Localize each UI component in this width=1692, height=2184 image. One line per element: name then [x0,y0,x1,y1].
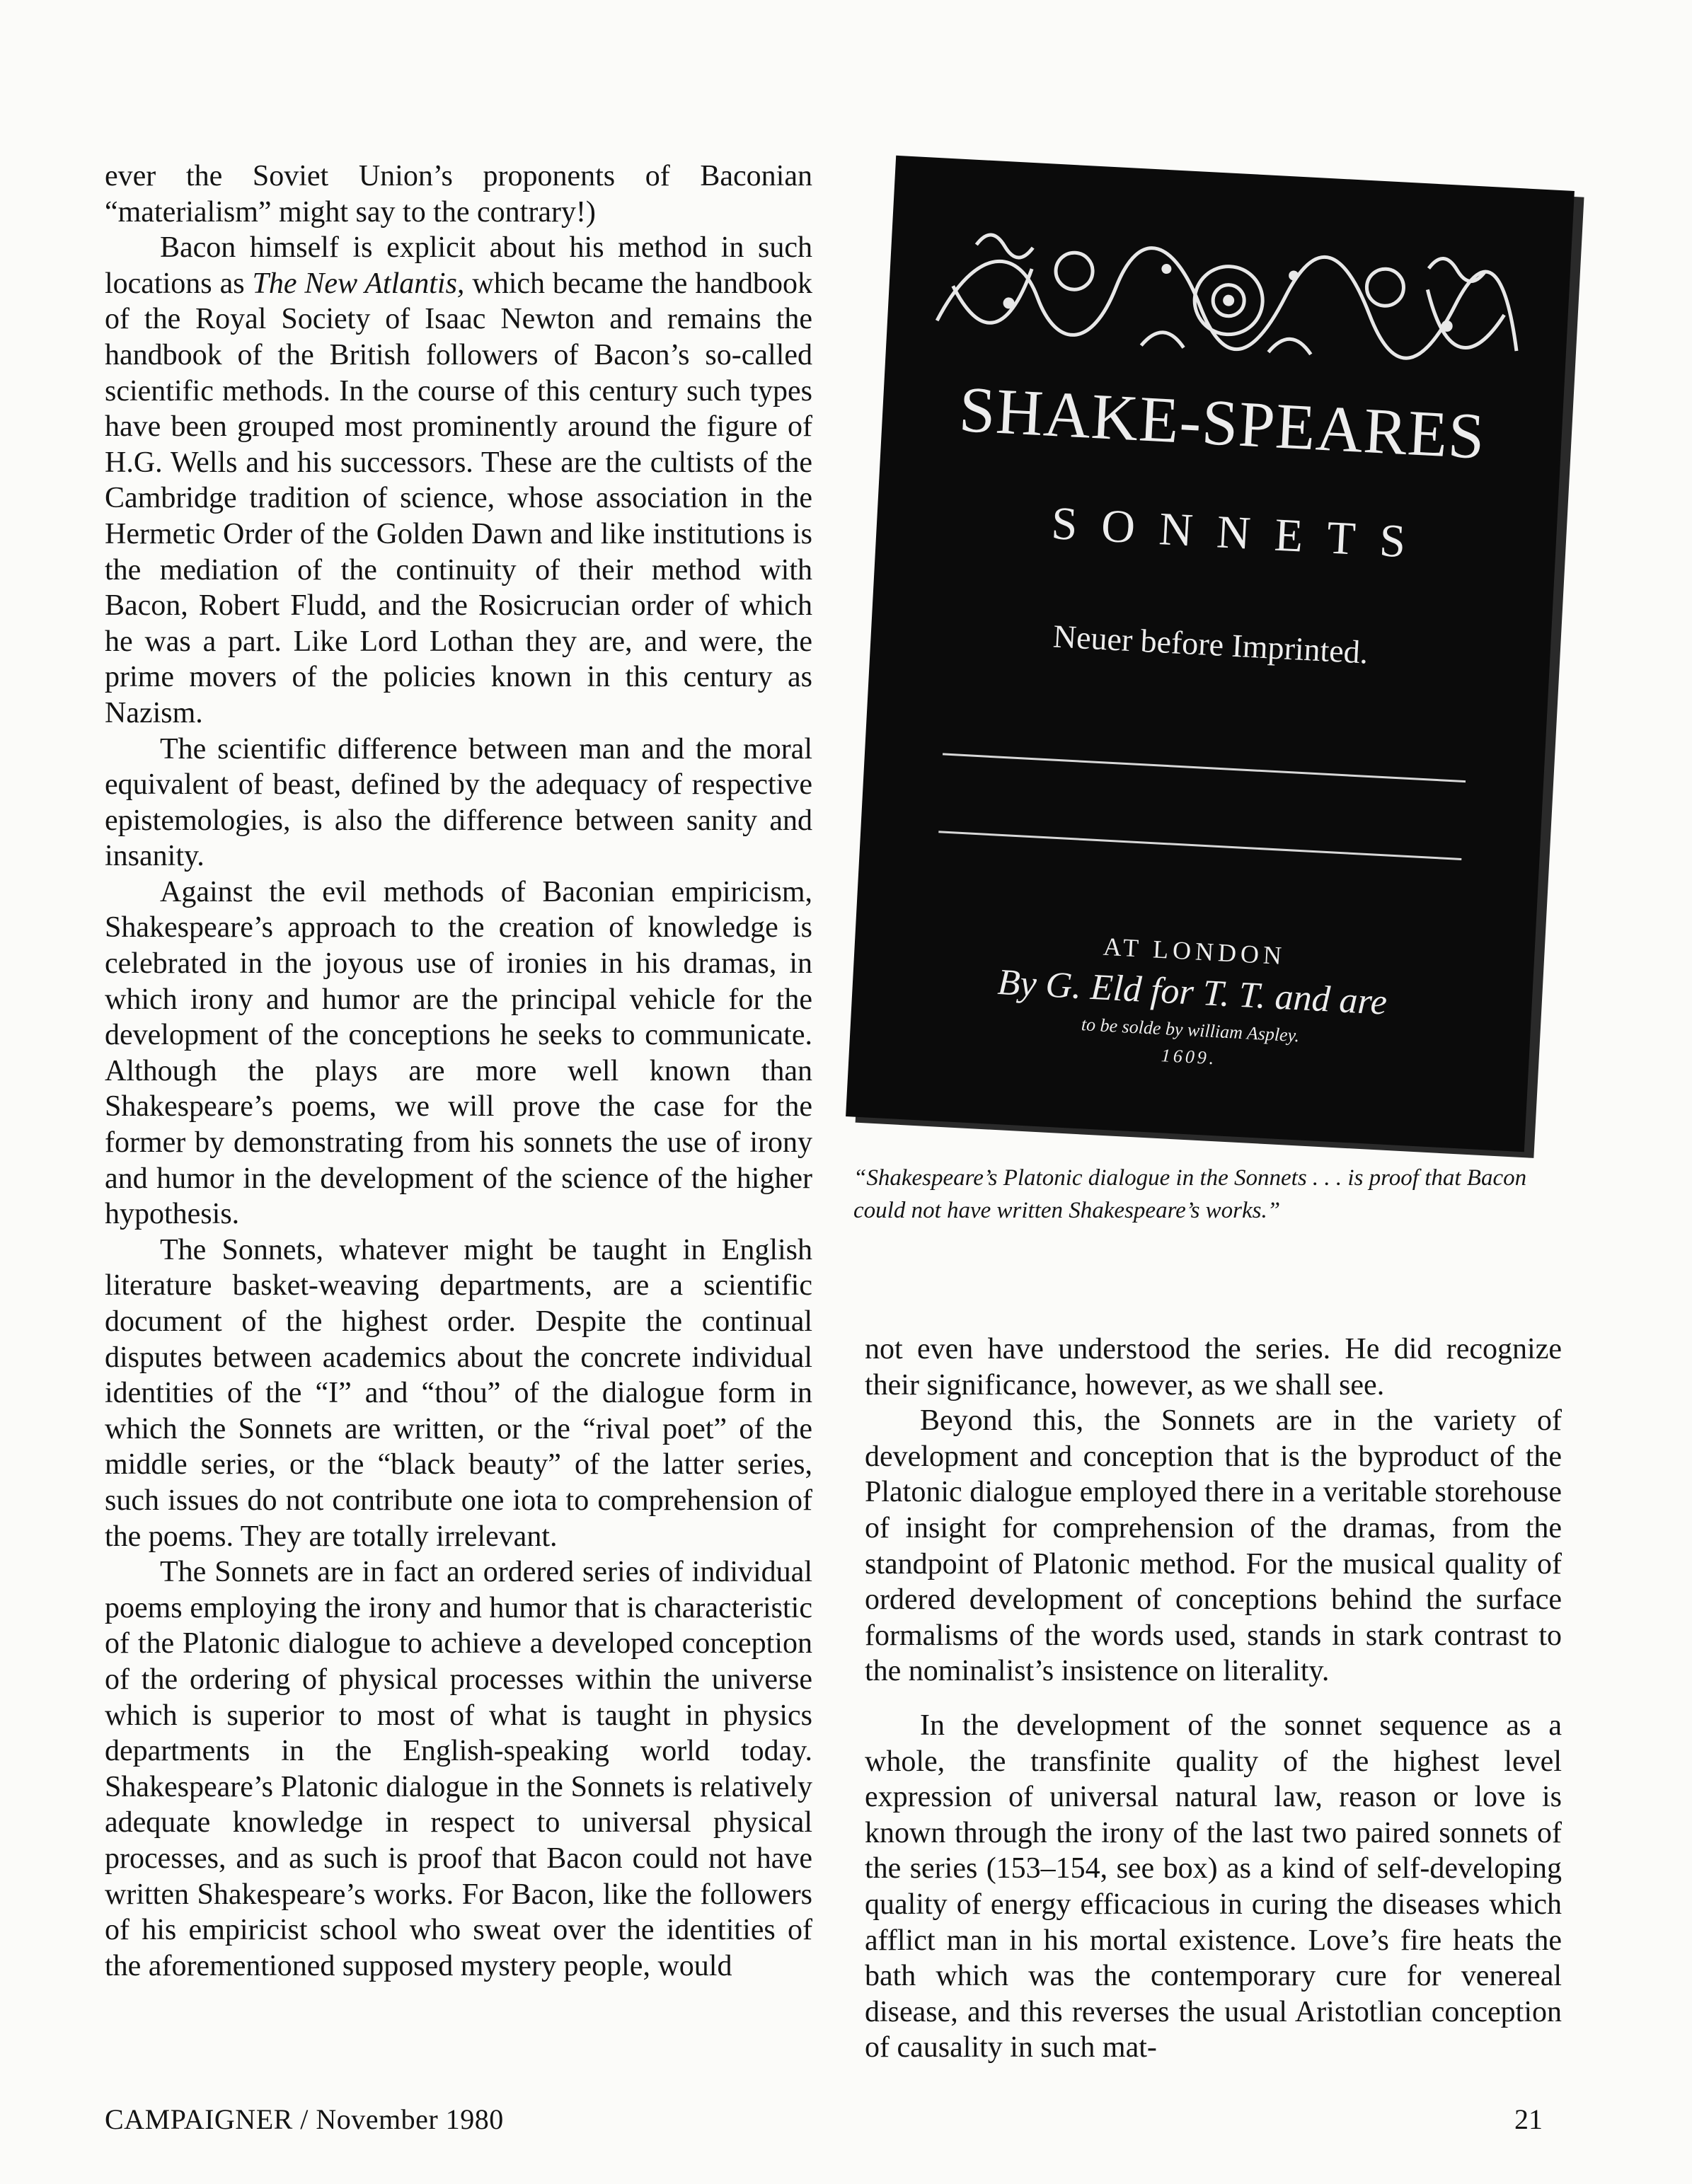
figure-caption: “Shakespeare’s Platonic dialogue in the Sonnets . . . is proof that Bacon could not have written Shakespeare’s works.” [853,1165,1527,1223]
page-number: 21 [1514,2103,1543,2135]
cover-rule [943,753,1466,782]
title-page-image [846,156,1575,1152]
left-text-column [105,158,812,1984]
paragraph: The Sonnets are in fact an ordered series of individual poems employing the irony and humor that is characteristic of the Platonic dialogue to achieve a developed conception of the ordering of physical processes within the universe which is superior to most of what is taught in physics departments in the English-speaking world today. Shakespeare’s Platonic dialogue in the Sonnets is relatively adequate knowledge in respect to universal physical processes, and as such is proof that Bacon could not have written Shakespeare’s works. For Bacon, like the followers of his empiricist school who sweat over the identities of the aforementioned supposed mystery people, would [105,1556,812,1982]
paragraph: In the development of the sonnet sequence as a whole, the transfinite quality of the highest level expression of universal natural law, reason or love is known through the irony of the last two paired sonnets of the series (153–154, see box) as a kind of self-developing quality of energy efficacious in curing the diseases which afflict man in his mortal existence. Love’s fire heats the bath which was the contemporary cure for venereal disease, and this reverses the usual Aristotlian conception of causality in such mat- [865,1709,1562,2064]
sonnets-title-page-figure [856,157,1578,1176]
paragraph: ever the Soviet Union’s proponents of Baconian “materialism” might say to the contrary!) [105,160,812,229]
cover-imprint-seller: to be solde by william Aspley. [1081,1014,1300,1046]
cover-rule [938,831,1461,860]
cover-subtitle: SONNETS [1049,497,1432,569]
paragraph: The Sonnets, whatever might be taught in English literature basket-weaving departments, are a scientific document of the highest order. Despite the continual disputes between academics about the concrete individual identities of the “I” and “thou” of the dialogue form in which the Sonnets are written, or the “rival poet” of the middle series, or the “black beauty” of the latter series, such issues do not contribute one iota to comprehension of the poems. They are totally irrelevant. [105,1233,812,1553]
ornament-icon [928,214,1529,387]
paragraph: The scientific difference between man and the moral equivalent of beast, defined by the adequacy of respective epistemologies, is also the difference between sanity and insanity. [105,732,812,873]
cover-imprint-printer: By G. Eld for T. T. and are [996,961,1388,1023]
paragraph: Bacon himself is explicit about his method in such locations as The New Atlantis, which became the handbook of the Royal Society of Isaac Newton and remains the handbook of the British followers of Bacon’s so-called scientific methods. In the course of this century such types have been grouped most prominently around the figure of H.G. Wells and his successors. These are the cultists of the Cambridge tradition of science, whose association in the Hermetic Order of the Golden Dawn and like institutions is the mediation of the continuity of their method with Bacon, Robert Fludd, and the Rosicrucian order of which he was a part. Like Lord Lothan they are, and were, the prime movers of the policies known in this century as Nazism. [105,231,812,729]
publication-footer: CAMPAIGNER / November 1980 [105,2103,504,2135]
paragraph: Against the evil methods of Baconian empiricism, Shakespeare’s approach to the creation of knowledge is celebrated in the joyous use of ironies in his dramas, in which irony and humor are the principal vehicle for the development of the conceptions he seeks to communicate. Although the plays are more well known than Shakespeare’s poems, we will prove the case for the former by demonstrating from his sonnets the use of irony and humor in the development of the science of the higher hypothesis. [105,875,812,1231]
cover-imprint-place: AT LONDON [1102,932,1287,971]
paragraph: Beyond this, the Sonnets are in the variety of development and conception that is the byproduct of the Platonic dialogue employed there in a veritable storehouse of insight for comprehension of the dramas, from the standpoint of Platonic method. For the musical quality of ordered development of conceptions behind the surface formalisms of the words used, stands in stark contrast to the nominalist’s insistence on literality. [865,1404,1562,1688]
cover-imprint-year: 1609. [1161,1045,1218,1069]
paragraph: not even have understood the series. He did recognize their significance, however, as we shall see. [865,1333,1562,1402]
book-title-italic: The New Atlantis, [252,267,465,300]
cover-title: SHAKE-SPEARES [957,373,1487,473]
right-text-column [865,1331,1562,2066]
cover-note: Neuer before Imprinted. [1052,618,1369,671]
